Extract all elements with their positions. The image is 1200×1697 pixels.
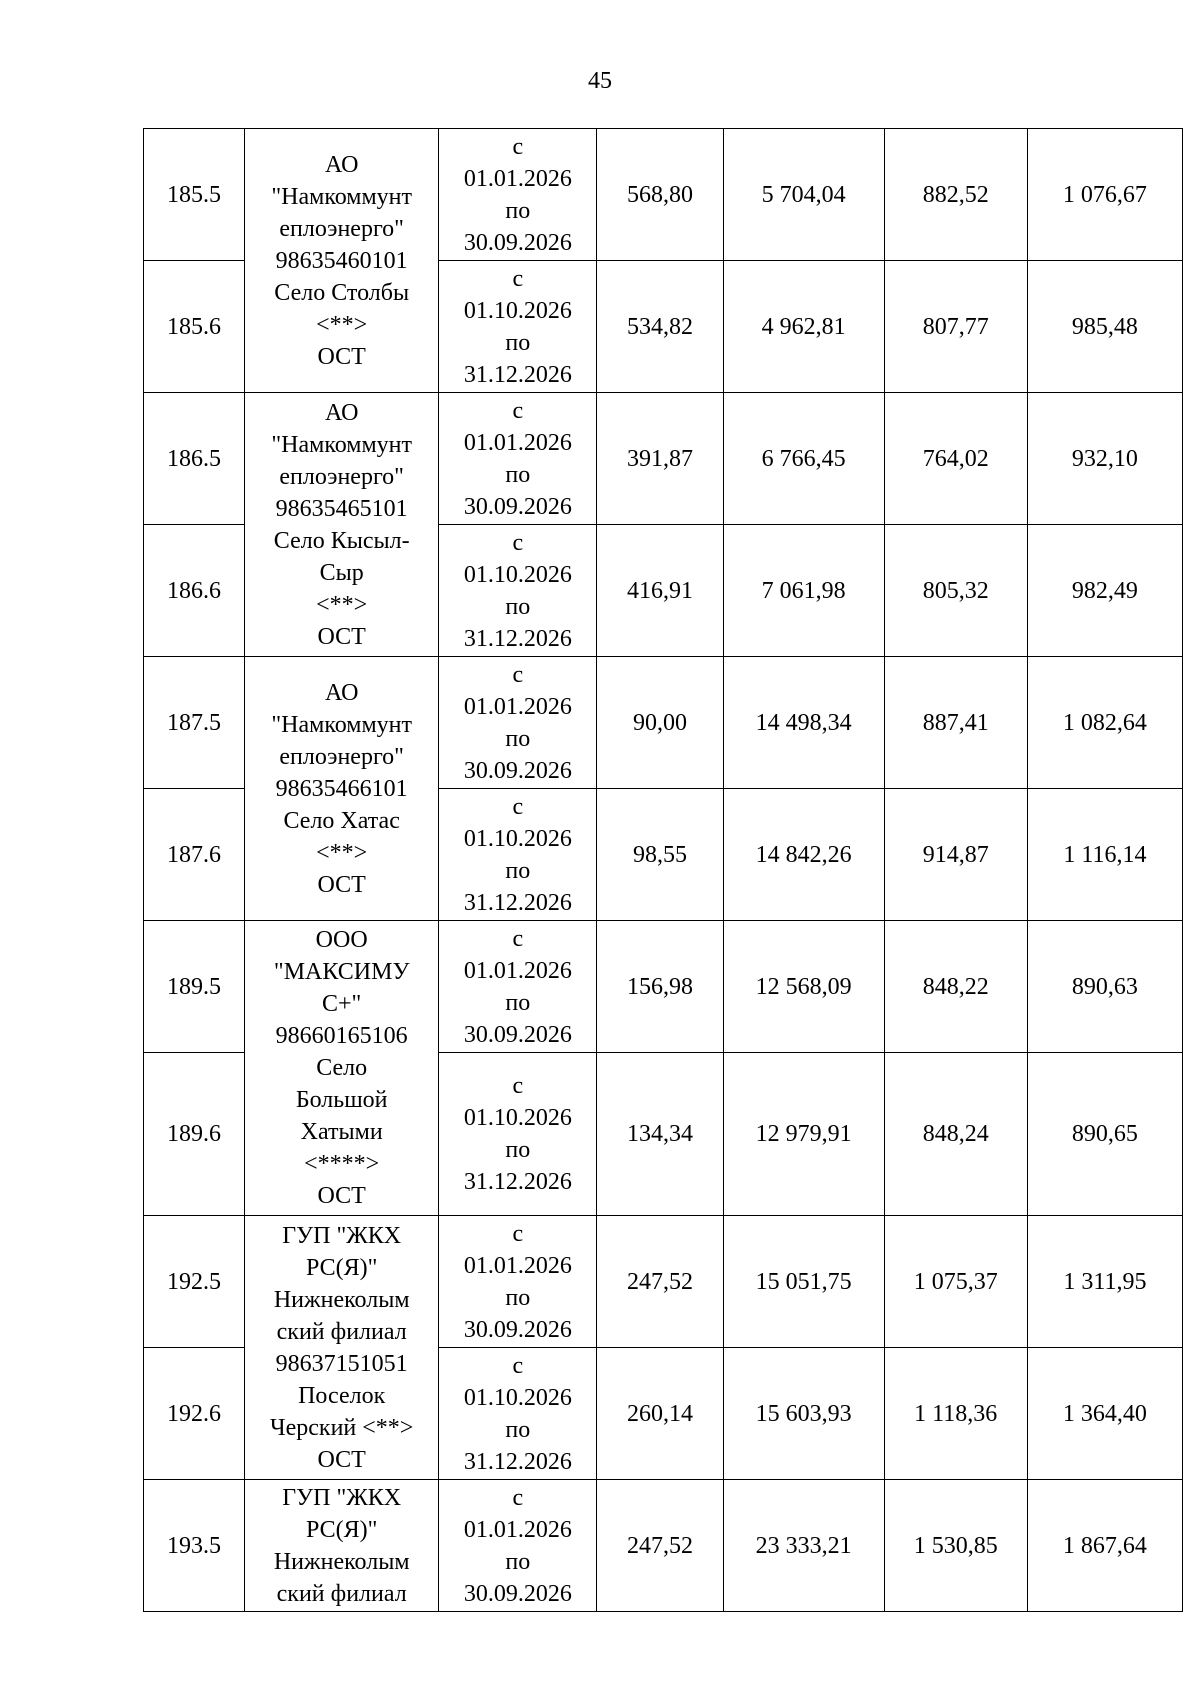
organization-line: ОСТ	[317, 623, 366, 650]
period-line: 31.12.2026	[463, 1448, 572, 1475]
page-number: 45	[588, 68, 612, 94]
table-row	[144, 1216, 1183, 1348]
organization-line: ОСТ	[317, 1446, 366, 1473]
organization-line: Село Столбы	[274, 279, 410, 306]
value-cell-1: 90,00	[597, 657, 723, 789]
table-row	[144, 657, 1183, 789]
value-cell-4: 932,10	[1027, 393, 1182, 525]
row-number-cell: 189.5	[144, 921, 245, 1053]
row-number-cell: 186.6	[144, 525, 245, 657]
period-line: 30.09.2026	[463, 1316, 572, 1343]
period-line: 01.10.2026	[463, 1384, 572, 1411]
period-line: по	[505, 1284, 531, 1311]
period-cell	[439, 1480, 597, 1612]
organization-line: Село	[316, 1055, 368, 1081]
organization-line: еплоэнерго"	[279, 743, 404, 770]
period-line: по	[505, 1137, 531, 1163]
value-cell-3: 848,22	[884, 921, 1027, 1053]
organization-line: 98635460101	[275, 247, 408, 274]
period-line: 01.01.2026	[463, 693, 572, 720]
value-cell-4: 890,63	[1027, 921, 1182, 1053]
row-number-cell: 192.5	[144, 1216, 245, 1348]
organization-line: "Намкоммунт	[271, 183, 413, 210]
period-line: по	[505, 197, 531, 224]
value-cell-1: 260,14	[597, 1348, 723, 1480]
period-line: с	[512, 529, 524, 556]
organization-line: ООО	[315, 927, 368, 953]
table-row	[144, 921, 1183, 1053]
value-cell-2: 15 603,93	[723, 1348, 884, 1480]
row-number-cell: 185.5	[144, 129, 245, 261]
period-line: с	[512, 265, 524, 292]
period-cell	[439, 1053, 597, 1216]
period-line: по	[505, 593, 531, 620]
period-line: 31.12.2026	[463, 361, 572, 388]
table-row	[144, 393, 1183, 525]
value-cell-2: 6 766,45	[723, 393, 884, 525]
organization-line: Нижнеколым	[273, 1286, 410, 1313]
period-cell	[439, 525, 597, 657]
period-line: 01.10.2026	[463, 825, 572, 852]
value-cell-3: 914,87	[884, 789, 1027, 921]
period-line: 30.09.2026	[463, 493, 572, 520]
organization-line: 98637151051	[275, 1350, 408, 1377]
value-cell-2: 14 842,26	[723, 789, 884, 921]
value-cell-1: 391,87	[597, 393, 723, 525]
value-cell-2: 14 498,34	[723, 657, 884, 789]
organization-line: ОСТ	[317, 871, 366, 898]
row-number-cell: 187.5	[144, 657, 245, 789]
period-line: по	[505, 1548, 531, 1575]
period-line: по	[505, 989, 531, 1016]
value-cell-3: 1 530,85	[884, 1480, 1027, 1612]
value-cell-2: 4 962,81	[723, 261, 884, 393]
organization-line: Черский <**>	[270, 1414, 414, 1441]
organization-line: Сыр	[319, 559, 364, 586]
organization-line: Поселок	[298, 1382, 386, 1409]
period-line: с	[512, 925, 524, 952]
value-cell-2: 12 979,91	[723, 1053, 884, 1216]
organization-line: <**>	[316, 839, 368, 866]
organization-line: "Намкоммунт	[271, 711, 413, 738]
organization-line: РС(Я)"	[305, 1516, 378, 1543]
organization-cell	[245, 1216, 439, 1480]
organization-cell	[245, 129, 439, 393]
period-line: 01.01.2026	[463, 1516, 572, 1543]
table-row	[144, 1480, 1183, 1612]
period-cell	[439, 657, 597, 789]
value-cell-2: 12 568,09	[723, 921, 884, 1053]
period-line: с	[512, 1220, 524, 1247]
value-cell-3: 887,41	[884, 657, 1027, 789]
row-number-cell: 192.6	[144, 1348, 245, 1480]
value-cell-1: 568,80	[597, 129, 723, 261]
organization-line: "МАКСИМУ	[273, 959, 410, 985]
value-cell-4: 1 116,14	[1027, 789, 1182, 921]
organization-line: Хатыми	[300, 1119, 383, 1145]
organization-cell	[245, 657, 439, 921]
value-cell-1: 416,91	[597, 525, 723, 657]
organization-line: РС(Я)"	[305, 1254, 378, 1281]
organization-line: Большой	[295, 1087, 388, 1113]
value-cell-3: 764,02	[884, 393, 1027, 525]
value-cell-2: 23 333,21	[723, 1480, 884, 1612]
value-cell-4: 985,48	[1027, 261, 1182, 393]
period-line: по	[505, 857, 531, 884]
organization-line: <**>	[316, 311, 368, 338]
value-cell-4: 982,49	[1027, 525, 1182, 657]
period-line: 30.09.2026	[463, 1021, 572, 1048]
period-line: 01.01.2026	[463, 165, 572, 192]
value-cell-1: 134,34	[597, 1053, 723, 1216]
value-cell-3: 805,32	[884, 525, 1027, 657]
period-line: с	[512, 793, 524, 820]
organization-line: еплоэнерго"	[279, 215, 404, 242]
organization-line: ский филиал	[276, 1580, 407, 1607]
period-line: с	[512, 1352, 524, 1379]
value-cell-1: 98,55	[597, 789, 723, 921]
period-line: 01.01.2026	[463, 957, 572, 984]
tariff-table-body	[144, 129, 1183, 1612]
value-cell-4: 1 082,64	[1027, 657, 1182, 789]
tariff-table	[143, 128, 1183, 1612]
period-line: с	[512, 661, 524, 688]
value-cell-1: 534,82	[597, 261, 723, 393]
organization-line: ОСТ	[317, 343, 366, 370]
row-number-cell: 189.6	[144, 1053, 245, 1216]
organization-line: Нижнеколым	[273, 1548, 410, 1575]
organization-line: АО	[324, 399, 359, 426]
period-line: по	[505, 725, 531, 752]
period-line: с	[512, 1073, 524, 1099]
period-line: 30.09.2026	[463, 1580, 572, 1607]
organization-line: ГУП "ЖКХ	[282, 1222, 402, 1249]
period-line: 31.12.2026	[463, 889, 572, 916]
organization-line: 98635465101	[275, 495, 408, 522]
period-line: 30.09.2026	[463, 757, 572, 784]
value-cell-4: 1 076,67	[1027, 129, 1182, 261]
period-line: с	[512, 1484, 524, 1511]
value-cell-4: 1 311,95	[1027, 1216, 1182, 1348]
organization-line: Село Хатас	[283, 807, 400, 834]
period-line: 30.09.2026	[463, 229, 572, 256]
value-cell-2: 15 051,75	[723, 1216, 884, 1348]
period-line: 01.01.2026	[463, 1252, 572, 1279]
organization-line: 98660165106	[275, 1023, 408, 1049]
period-line: с	[512, 133, 524, 160]
row-number-cell: 187.6	[144, 789, 245, 921]
value-cell-3: 882,52	[884, 129, 1027, 261]
organization-line: 98635466101	[275, 775, 408, 802]
organization-cell	[245, 921, 439, 1216]
organization-cell	[245, 1480, 439, 1612]
period-line: 01.10.2026	[463, 297, 572, 324]
value-cell-3: 1 075,37	[884, 1216, 1027, 1348]
period-cell	[439, 1348, 597, 1480]
organization-line: <**>	[316, 591, 368, 618]
value-cell-4: 1 867,64	[1027, 1480, 1182, 1612]
value-cell-4: 1 364,40	[1027, 1348, 1182, 1480]
period-line: 01.01.2026	[463, 429, 572, 456]
period-line: 31.12.2026	[463, 1169, 572, 1195]
period-line: с	[512, 397, 524, 424]
period-cell	[439, 129, 597, 261]
value-cell-3: 848,24	[884, 1053, 1027, 1216]
value-cell-3: 807,77	[884, 261, 1027, 393]
organization-line: С+"	[322, 991, 362, 1017]
organization-line: "Намкоммунт	[271, 431, 413, 458]
organization-cell	[245, 393, 439, 657]
value-cell-1: 247,52	[597, 1480, 723, 1612]
period-cell	[439, 393, 597, 525]
period-line: по	[505, 329, 531, 356]
row-number-cell: 193.5	[144, 1480, 245, 1612]
organization-line: еплоэнерго"	[279, 463, 404, 490]
period-cell	[439, 921, 597, 1053]
period-cell	[439, 261, 597, 393]
organization-line: АО	[324, 151, 359, 178]
organization-line: ОСТ	[317, 1183, 366, 1209]
value-cell-4: 890,65	[1027, 1053, 1182, 1216]
value-cell-2: 7 061,98	[723, 525, 884, 657]
period-line: 31.12.2026	[463, 625, 572, 652]
period-cell	[439, 1216, 597, 1348]
period-line: по	[505, 1416, 531, 1443]
organization-line: ский филиал	[276, 1318, 407, 1345]
row-number-cell: 185.6	[144, 261, 245, 393]
organization-line: ГУП "ЖКХ	[282, 1484, 402, 1511]
period-cell	[439, 789, 597, 921]
value-cell-3: 1 118,36	[884, 1348, 1027, 1480]
organization-line: <****>	[304, 1151, 380, 1177]
value-cell-1: 156,98	[597, 921, 723, 1053]
period-line: 01.10.2026	[463, 1105, 572, 1131]
organization-line: Село Кысыл-	[273, 527, 410, 554]
organization-line: АО	[324, 679, 359, 706]
value-cell-1: 247,52	[597, 1216, 723, 1348]
period-line: 01.10.2026	[463, 561, 572, 588]
table-row	[144, 129, 1183, 261]
period-line: по	[505, 461, 531, 488]
row-number-cell: 186.5	[144, 393, 245, 525]
value-cell-2: 5 704,04	[723, 129, 884, 261]
